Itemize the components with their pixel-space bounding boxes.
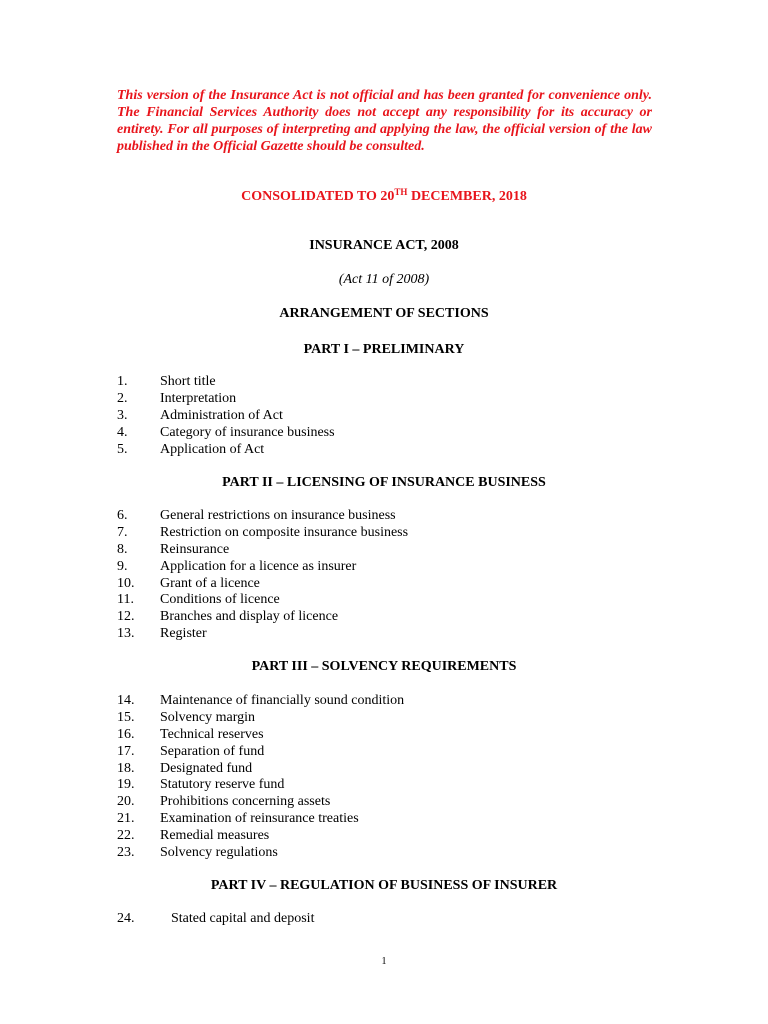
section-title: Reinsurance — [160, 541, 230, 557]
section-item — [117, 810, 404, 827]
section-number: 4. — [117, 424, 128, 440]
section-number: 1. — [117, 374, 128, 389]
section-number: 17. — [117, 743, 135, 759]
section-item — [117, 390, 335, 407]
section-item — [117, 558, 408, 575]
section-title: Conditions of licence — [160, 592, 280, 608]
section-number: 16. — [117, 726, 135, 742]
section-title: Register — [160, 626, 207, 642]
section-title: Category of insurance business — [160, 424, 335, 440]
section-title: Separation of fund — [160, 743, 265, 759]
consolidated-prefix: CONSOLIDATED TO 20 — [241, 189, 395, 204]
section-item — [117, 441, 335, 458]
section-number: 24. — [117, 911, 135, 926]
section-number: 23. — [117, 845, 135, 861]
section-list — [117, 507, 408, 642]
section-item — [117, 507, 408, 524]
section-title: Designated fund — [160, 760, 253, 776]
section-item — [117, 760, 404, 777]
section-title: Administration of Act — [160, 407, 283, 423]
section-item — [117, 743, 404, 760]
section-number: 5. — [117, 441, 128, 457]
consolidated-superscript: TH — [394, 187, 408, 197]
section-list — [117, 692, 404, 861]
section-title: Grant of a licence — [160, 575, 260, 591]
section-item — [117, 910, 314, 927]
section-item — [117, 608, 408, 625]
section-item — [117, 407, 335, 424]
section-number: 13. — [117, 626, 135, 642]
section-item — [117, 726, 404, 743]
disclaimer-notice: This version of the Insurance Act is not official and has been granted for convenience only. The Financial Services Authority does not accept any responsibility for its accuracy or entirety. For all purposes of interpreting and applying the law, the official version of the law published in the Official Gazette should be consulted. — [117, 88, 652, 154]
section-number: 18. — [117, 760, 135, 776]
section-item — [117, 844, 404, 861]
section-item — [117, 424, 335, 441]
consolidated-suffix: DECEMBER, 2018 — [407, 189, 527, 204]
section-title: Interpretation — [160, 390, 237, 406]
section-number: 9. — [117, 558, 128, 574]
section-number: 10. — [117, 575, 135, 591]
section-title: Examination of reinsurance treaties — [160, 811, 359, 827]
section-number: 21. — [117, 811, 135, 827]
consolidated-date — [0, 188, 768, 205]
section-item — [117, 709, 404, 726]
part-heading: PART IV – REGULATION OF BUSINESS OF INSURER — [210, 878, 558, 893]
section-title: Technical reserves — [160, 726, 264, 742]
section-title: Stated capital and deposit — [171, 911, 315, 926]
act-title: INSURANCE ACT, 2008 — [309, 238, 459, 253]
section-item — [117, 541, 408, 558]
section-title: Prohibitions concerning assets — [160, 794, 331, 810]
section-title: Solvency regulations — [160, 845, 278, 861]
section-item — [117, 776, 404, 793]
section-number: 2. — [117, 390, 128, 406]
section-item — [117, 524, 408, 541]
section-number: 11. — [117, 592, 134, 608]
section-title: Branches and display of licence — [160, 609, 339, 625]
section-item — [117, 793, 404, 810]
section-title: Maintenance of financially sound condition — [160, 693, 405, 708]
page-number: 1 — [381, 956, 387, 967]
section-item — [117, 625, 408, 642]
section-title: Application of Act — [160, 441, 265, 457]
section-list — [117, 373, 335, 457]
section-item — [117, 373, 335, 390]
section-number: 14. — [117, 693, 135, 708]
section-list — [117, 910, 314, 927]
section-item — [117, 591, 408, 608]
act-subtitle: (Act 11 of 2008) — [338, 272, 430, 287]
section-title: Solvency margin — [160, 709, 256, 725]
section-number: 12. — [117, 609, 135, 625]
section-number: 3. — [117, 407, 128, 423]
section-item — [117, 692, 404, 709]
section-title: General restrictions on insurance business — [160, 508, 396, 523]
section-title: Statutory reserve fund — [160, 777, 285, 793]
section-number: 22. — [117, 828, 135, 844]
part-heading: PART III – SOLVENCY REQUIREMENTS — [251, 659, 517, 674]
section-number: 7. — [117, 524, 128, 540]
section-title: Application for a licence as insurer — [160, 558, 357, 574]
section-item — [117, 575, 408, 592]
section-title: Remedial measures — [160, 828, 270, 844]
section-item — [117, 827, 404, 844]
section-number: 6. — [117, 508, 128, 523]
section-title: Restriction on composite insurance business — [160, 524, 409, 540]
part-heading: PART I – PRELIMINARY — [303, 342, 465, 357]
section-number: 8. — [117, 541, 128, 557]
section-number: 19. — [117, 777, 135, 793]
section-number: 20. — [117, 794, 135, 810]
part-heading: PART II – LICENSING OF INSURANCE BUSINESS — [222, 475, 546, 490]
section-title: Short title — [160, 374, 216, 389]
arrangement-heading: ARRANGEMENT OF SECTIONS — [279, 306, 489, 321]
section-number: 15. — [117, 709, 135, 725]
